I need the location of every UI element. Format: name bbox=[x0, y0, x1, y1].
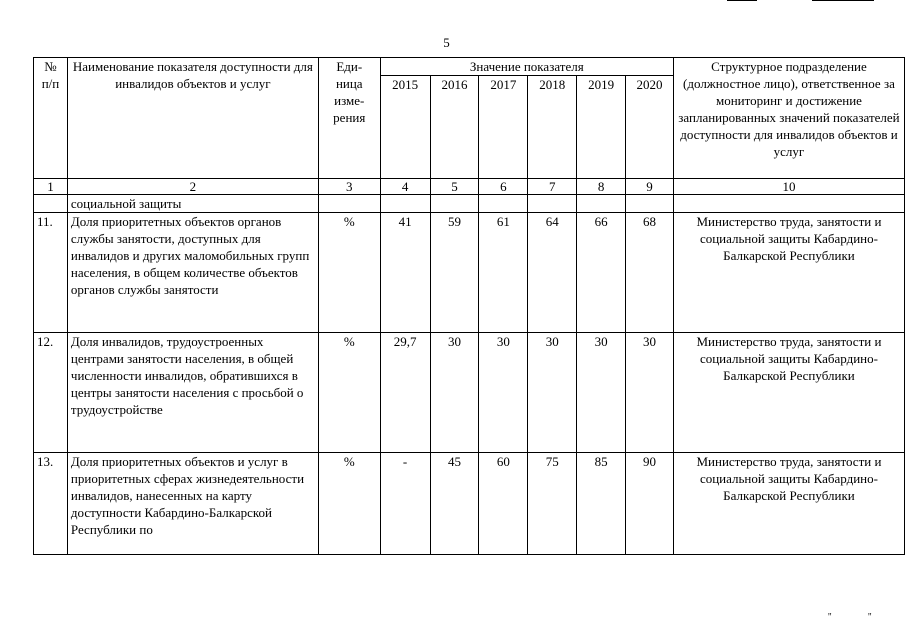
header-year: 2019 bbox=[577, 76, 626, 179]
value-cell: 30 bbox=[430, 333, 479, 453]
continuation-row bbox=[34, 195, 905, 213]
header-values-title: Значение показателя bbox=[380, 58, 673, 76]
table-row bbox=[34, 453, 905, 555]
row-number: 11. bbox=[34, 213, 68, 333]
value-cell: 64 bbox=[528, 213, 577, 333]
column-number: 2 bbox=[67, 179, 318, 195]
value-cell: 68 bbox=[626, 213, 674, 333]
column-number: 5 bbox=[430, 179, 479, 195]
row-number: 13. bbox=[34, 453, 68, 555]
value-cell: 59 bbox=[430, 213, 479, 333]
responsible-cell: Министерство труда, занятости и социальной защиты Кабардино-Балкарской Республики bbox=[673, 213, 904, 333]
page-number: 5 bbox=[443, 35, 450, 50]
value-cell: 29,7 bbox=[380, 333, 430, 453]
responsible-cell: Министерство труда, занятости и социальной защиты Кабардино-Балкарской Республики bbox=[673, 333, 904, 453]
header-year: 2015 bbox=[380, 76, 430, 179]
value-cell: 60 bbox=[479, 453, 528, 555]
value-cell: 75 bbox=[528, 453, 577, 555]
value-cell: 61 bbox=[479, 213, 528, 333]
header-row bbox=[34, 58, 905, 76]
header-unit: Еди- ница изме- рения bbox=[318, 58, 380, 179]
indicator-name: Доля приоритетных объектов и услуг в приоритетных сферах жизнедеятельности инвалидов, нанесенных на карту доступности Кабардино-Балкарской Республики по bbox=[67, 453, 318, 555]
header-year: 2016 bbox=[430, 76, 479, 179]
scan-speck: '' bbox=[868, 612, 872, 623]
column-number: 4 bbox=[380, 179, 430, 195]
value-cell: 30 bbox=[626, 333, 674, 453]
column-number: 9 bbox=[626, 179, 674, 195]
value-cell: 30 bbox=[577, 333, 626, 453]
unit-cell: % bbox=[318, 453, 380, 555]
responsible-cell: Министерство труда, занятости и социальной защиты Кабардино-Балкарской Республики bbox=[673, 453, 904, 555]
column-number: 3 bbox=[318, 179, 380, 195]
continuation-num bbox=[34, 195, 68, 213]
indicators-table bbox=[33, 57, 905, 555]
unit-cell: % bbox=[318, 333, 380, 453]
value-cell: 66 bbox=[577, 213, 626, 333]
value-cell: 41 bbox=[380, 213, 430, 333]
value-cell: 30 bbox=[479, 333, 528, 453]
row-number: 12. bbox=[34, 333, 68, 453]
scan-edge-mark bbox=[727, 0, 757, 1]
indicator-name: Доля инвалидов, трудоустроенных центрами занятости населения, в общей численности инвалидов, обратившихся в центры занятости населения с просьбой о трудоустройстве bbox=[67, 333, 318, 453]
header-year: 2018 bbox=[528, 76, 577, 179]
value-cell: 45 bbox=[430, 453, 479, 555]
column-number: 8 bbox=[577, 179, 626, 195]
column-number: 10 bbox=[673, 179, 904, 195]
value-cell: 90 bbox=[626, 453, 674, 555]
unit-cell: % bbox=[318, 213, 380, 333]
column-number: 1 bbox=[34, 179, 68, 195]
header-year: 2020 bbox=[626, 76, 674, 179]
scan-edge-mark bbox=[812, 0, 874, 1]
scan-speck: '' bbox=[828, 612, 832, 623]
header-responsible: Структурное подразделение (должностное лицо), ответственное за мониторинг и достижение запланированных значений показателей доступности для инвалидов объектов и услуг bbox=[673, 58, 904, 179]
continuation-text: социальной защиты bbox=[67, 195, 318, 213]
indicator-name: Доля приоритетных объектов органов службы занятости, доступных для инвалидов и других маломобильных групп населения, в общем количестве объектов органов службы занятости bbox=[67, 213, 318, 333]
header-num: № п/п bbox=[34, 58, 68, 179]
column-number: 7 bbox=[528, 179, 577, 195]
column-number: 6 bbox=[479, 179, 528, 195]
value-cell: 85 bbox=[577, 453, 626, 555]
header-name: Наименование показателя доступности для инвалидов объектов и услуг bbox=[67, 58, 318, 179]
column-number-row bbox=[34, 179, 905, 195]
value-cell: 30 bbox=[528, 333, 577, 453]
table-row bbox=[34, 333, 905, 453]
header-year: 2017 bbox=[479, 76, 528, 179]
table-row bbox=[34, 213, 905, 333]
value-cell: - bbox=[380, 453, 430, 555]
